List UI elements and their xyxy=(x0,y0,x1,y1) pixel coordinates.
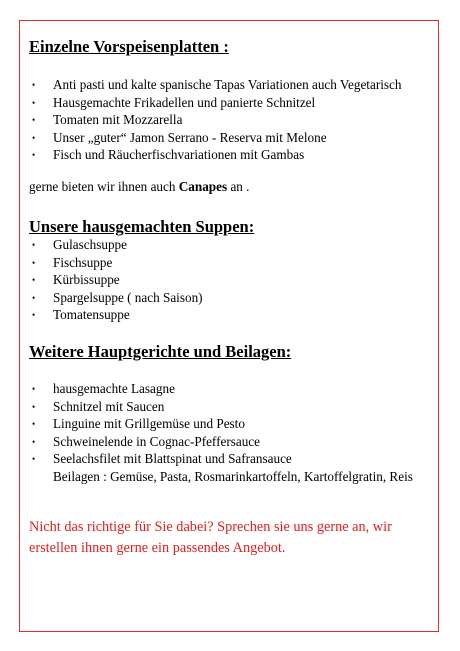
section-title-vorspeisen: Einzelne Vorspeisenplatten : xyxy=(29,37,229,56)
closing-note: Nicht das richtige für Sie dabei? Sprechen sie uns gerne an, wir erstellen ihnen gerne ein passendes Angebot. xyxy=(29,519,392,556)
bullet-icon: • xyxy=(32,310,36,320)
bullet-icon: • xyxy=(32,132,36,143)
canapes-bold: Canapes xyxy=(178,179,228,194)
list-item: • Schweinelende in Cognac-Pfeffersauce xyxy=(29,433,439,451)
suppen-list xyxy=(29,236,439,324)
bullet-icon: • xyxy=(32,454,36,464)
list-item: • Linguine mit Grillgemüse und Pesto xyxy=(29,415,439,433)
bullet-icon: • xyxy=(32,257,36,268)
beilagen-line: Beilagen : Gemüse, Pasta, Rosmarinkartoffeln, Kartoffelgratin, Reis xyxy=(53,468,413,484)
list-item: • Kürbissuppe xyxy=(29,271,439,289)
list-item: • Seelachsfilet mit Blattspinat und Safransauce Beilagen : Gemüse, Pasta, Rosmarinkartoffeln, Kartoffelgratin, Reis xyxy=(32,451,413,484)
bullet-icon: • xyxy=(32,292,36,303)
list-item: • Tomatensuppe xyxy=(29,306,439,324)
list-item: • Unser „guter“ Jamon Serrano - Reserva mit Melone xyxy=(29,129,439,147)
list-item: • Tomaten mit Mozzarella xyxy=(29,111,439,129)
bullet-icon: • xyxy=(32,150,36,160)
list-item: • Gulaschsuppe xyxy=(29,236,439,254)
bullet-icon: • xyxy=(32,115,36,125)
list-item: • Spargelsuppe ( nach Saison) xyxy=(29,289,439,307)
hauptgerichte-list xyxy=(29,380,439,485)
list-item: • Hausgemachte Frikadellen und panierte Schnitzel xyxy=(29,94,439,112)
bullet-icon: • xyxy=(32,80,36,90)
bullet-icon: • xyxy=(32,401,36,412)
bullet-icon: • xyxy=(32,97,36,108)
bullet-icon: • xyxy=(32,275,36,285)
list-item: • Fisch und Räucherfischvariationen mit Gambas xyxy=(29,146,439,164)
vorspeisen-list xyxy=(29,76,439,164)
list-item: • Anti pasti und kalte spanische Tapas Variationen auch Vegetarisch xyxy=(29,76,439,94)
bullet-icon: • xyxy=(32,240,36,250)
section-title-suppen: Unsere hausgemachten Suppen: xyxy=(29,217,255,236)
bullet-icon: • xyxy=(32,436,36,447)
list-item: • hausgemachte Lasagne xyxy=(29,380,439,398)
list-item: • Schnitzel mit Saucen xyxy=(29,398,439,416)
list-item: • Fischsuppe xyxy=(29,254,439,272)
canapes-note: gerne bieten wir ihnen auch Canapes an . xyxy=(29,179,250,194)
bullet-icon: • xyxy=(32,419,36,429)
bullet-icon: • xyxy=(32,384,36,394)
section-title-hauptgerichte: Weitere Hauptgerichte und Beilagen: xyxy=(29,342,292,361)
